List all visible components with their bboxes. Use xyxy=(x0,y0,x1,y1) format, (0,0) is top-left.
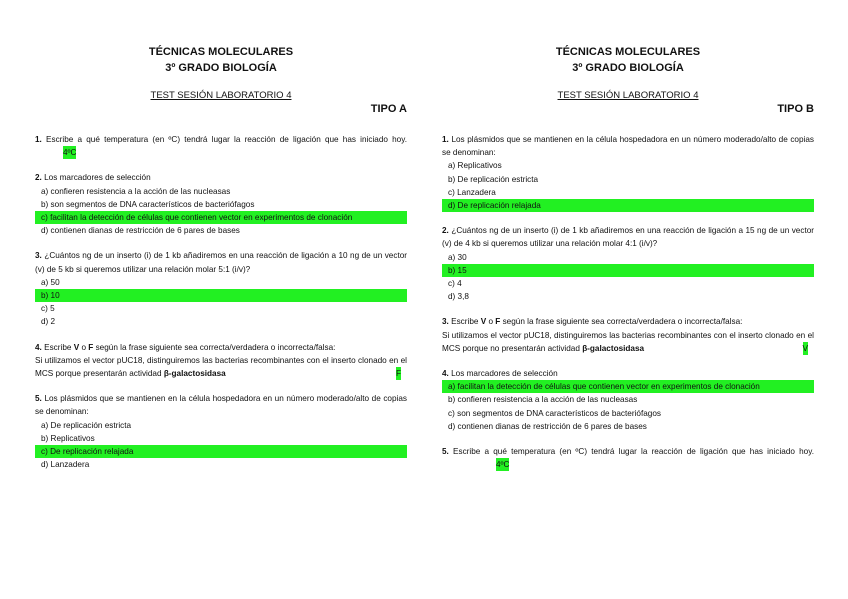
exam-type-b xyxy=(442,44,814,483)
question-text-pre: Escribe xyxy=(451,317,481,327)
option-a: a) Replicativos xyxy=(448,161,502,171)
false-letter: F xyxy=(495,317,501,327)
course-title: TÉCNICAS MOLECULARES xyxy=(148,46,294,58)
question-text: Los marcadores de selección xyxy=(451,369,558,379)
question-1 xyxy=(442,133,814,212)
question-5 xyxy=(35,392,407,471)
option-c: c) Lanzadera xyxy=(448,187,496,197)
question-number: 5. xyxy=(442,447,449,457)
question-number: 3. xyxy=(35,251,42,261)
course-grade: 3º GRADO BIOLOGÍA xyxy=(165,62,277,74)
option-b: b) confieren resistencia a la acción de las nucleasas xyxy=(448,395,638,405)
exam-type-a xyxy=(35,44,407,483)
test-subtitle: TEST SESIÓN LABORATORIO 4 xyxy=(557,90,699,101)
option-d: d) 3,8 xyxy=(448,292,469,302)
option-c: c) 5 xyxy=(41,304,55,314)
question-2 xyxy=(442,224,814,303)
question-number: 1. xyxy=(35,135,42,144)
question-number: 4. xyxy=(442,369,449,379)
option-b: b) De replicación estricta xyxy=(448,174,539,184)
question-text: Los plásmidos que se mantienen en la célula hospedadora en un número moderado/alto de copias se denominan: xyxy=(442,135,814,158)
option-d: d) contienen dianas de restricción de 6 pares de bases xyxy=(41,226,240,236)
false-letter: F xyxy=(88,342,94,352)
question-number: 2. xyxy=(35,173,42,183)
answer-highlight: F xyxy=(396,367,401,380)
question-text: Los marcadores de selección xyxy=(44,173,151,183)
question-text: Los plásmidos que se mantienen en la célula hospedadora en un número moderado/alto de copias se denominan: xyxy=(35,394,407,417)
option-a: a) De replicación estricta xyxy=(41,420,132,430)
course-title: TÉCNICAS MOLECULARES xyxy=(555,46,701,58)
question-number: 2. xyxy=(442,226,449,236)
question-3 xyxy=(35,249,407,328)
option-c: c) son segmentos de DNA característicos de bacteriófagos xyxy=(448,408,661,418)
option-a-correct: a) facilitan la detección de células que contienen vector en experimentos de clonación xyxy=(442,380,814,393)
question-text-mid: o xyxy=(486,317,496,327)
option-c: c) 4 xyxy=(448,279,462,289)
question-2 xyxy=(35,171,407,237)
question-text-mid: o xyxy=(79,342,89,352)
question-text-post: según la frase siguiente sea correcta/verdadera o incorrecta/falsa: xyxy=(93,342,336,352)
answer-highlight: V xyxy=(803,342,808,355)
statement-text: Si utilizamos el vector pUC18, distinguiremos las bacterias recombinantes con el inserto clonado en el MCS porque no presentarán actividad xyxy=(442,330,814,353)
option-d: d) contienen dianas de restricción de 6 pares de bases xyxy=(448,421,647,431)
option-c-correct: c) facilitan la detección de células que contienen vector en experimentos de clonación xyxy=(35,211,407,224)
true-letter: V xyxy=(73,342,80,352)
course-grade: 3º GRADO BIOLOGÍA xyxy=(572,62,684,74)
statement xyxy=(35,354,407,380)
question-text: Escribe a qué temperatura (en ºC) tendrá lugar la reacción de ligación que has iniciado hoy. xyxy=(46,135,407,144)
option-b-correct: b) 15 xyxy=(442,264,814,277)
question-number: 3. xyxy=(442,317,449,327)
statement-enzyme: β-galactosidasa xyxy=(163,369,226,379)
option-b-correct: b) 10 xyxy=(35,289,407,302)
option-b: b) son segmentos de DNA característicos de bacteriófagos xyxy=(41,199,255,209)
question-4 xyxy=(35,341,407,381)
option-d: d) 2 xyxy=(41,317,56,327)
answer-highlight: 4ºC xyxy=(63,146,76,159)
question-text: Escribe a qué temperatura (en ºC) tendrá lugar la reacción de ligación que has iniciado hoy. xyxy=(453,447,814,457)
true-letter: V xyxy=(480,317,487,327)
option-a: a) 30 xyxy=(448,252,467,262)
question-1 xyxy=(35,133,407,159)
statement-enzyme: β-galactosidasa xyxy=(582,343,645,353)
option-a: a) 50 xyxy=(41,277,60,287)
question-text-post: según la frase siguiente sea correcta/verdadera o incorrecta/falsa: xyxy=(500,317,743,327)
option-d: d) Lanzadera xyxy=(41,460,90,470)
question-number: 1. xyxy=(442,135,449,144)
question-text: ¿Cuántos ng de un inserto (i) de 1 kb añadiremos en una reacción de ligación a 10 ng de un vector (v) de 5 kb si queremos utilizar una relación molar 5:1 (i/v)? xyxy=(35,251,407,274)
test-type-label: TIPO A xyxy=(370,103,407,115)
test-subtitle: TEST SESIÓN LABORATORIO 4 xyxy=(150,90,292,101)
option-a: a) confieren resistencia a la acción de las nucleasas xyxy=(41,186,231,196)
question-number: 5. xyxy=(35,394,42,404)
statement-text: Si utilizamos el vector pUC18, distinguiremos las bacterias recombinantes con el inserto clonado en el MCS porque presentarán actividad xyxy=(35,355,407,379)
test-type-label: TIPO B xyxy=(777,103,814,115)
option-b: b) Replicativos xyxy=(41,433,95,443)
question-number: 4. xyxy=(35,342,42,352)
question-text: ¿Cuántos ng de un inserto (i) de 1 kb añadiremos en una reacción de ligación a 15 ng de un vector (v) de 4 kb si queremos utilizar una relación molar 4:1 (i/v)? xyxy=(442,226,814,249)
question-text-pre: Escribe xyxy=(44,342,74,352)
answer-highlight: 4ºC xyxy=(496,458,509,471)
question-5 xyxy=(442,445,814,471)
option-d-correct: d) De replicación relajada xyxy=(442,199,814,212)
question-4 xyxy=(442,367,814,433)
question-3 xyxy=(442,315,814,355)
option-c-correct: c) De replicación relajada xyxy=(35,445,407,458)
statement xyxy=(442,329,814,355)
